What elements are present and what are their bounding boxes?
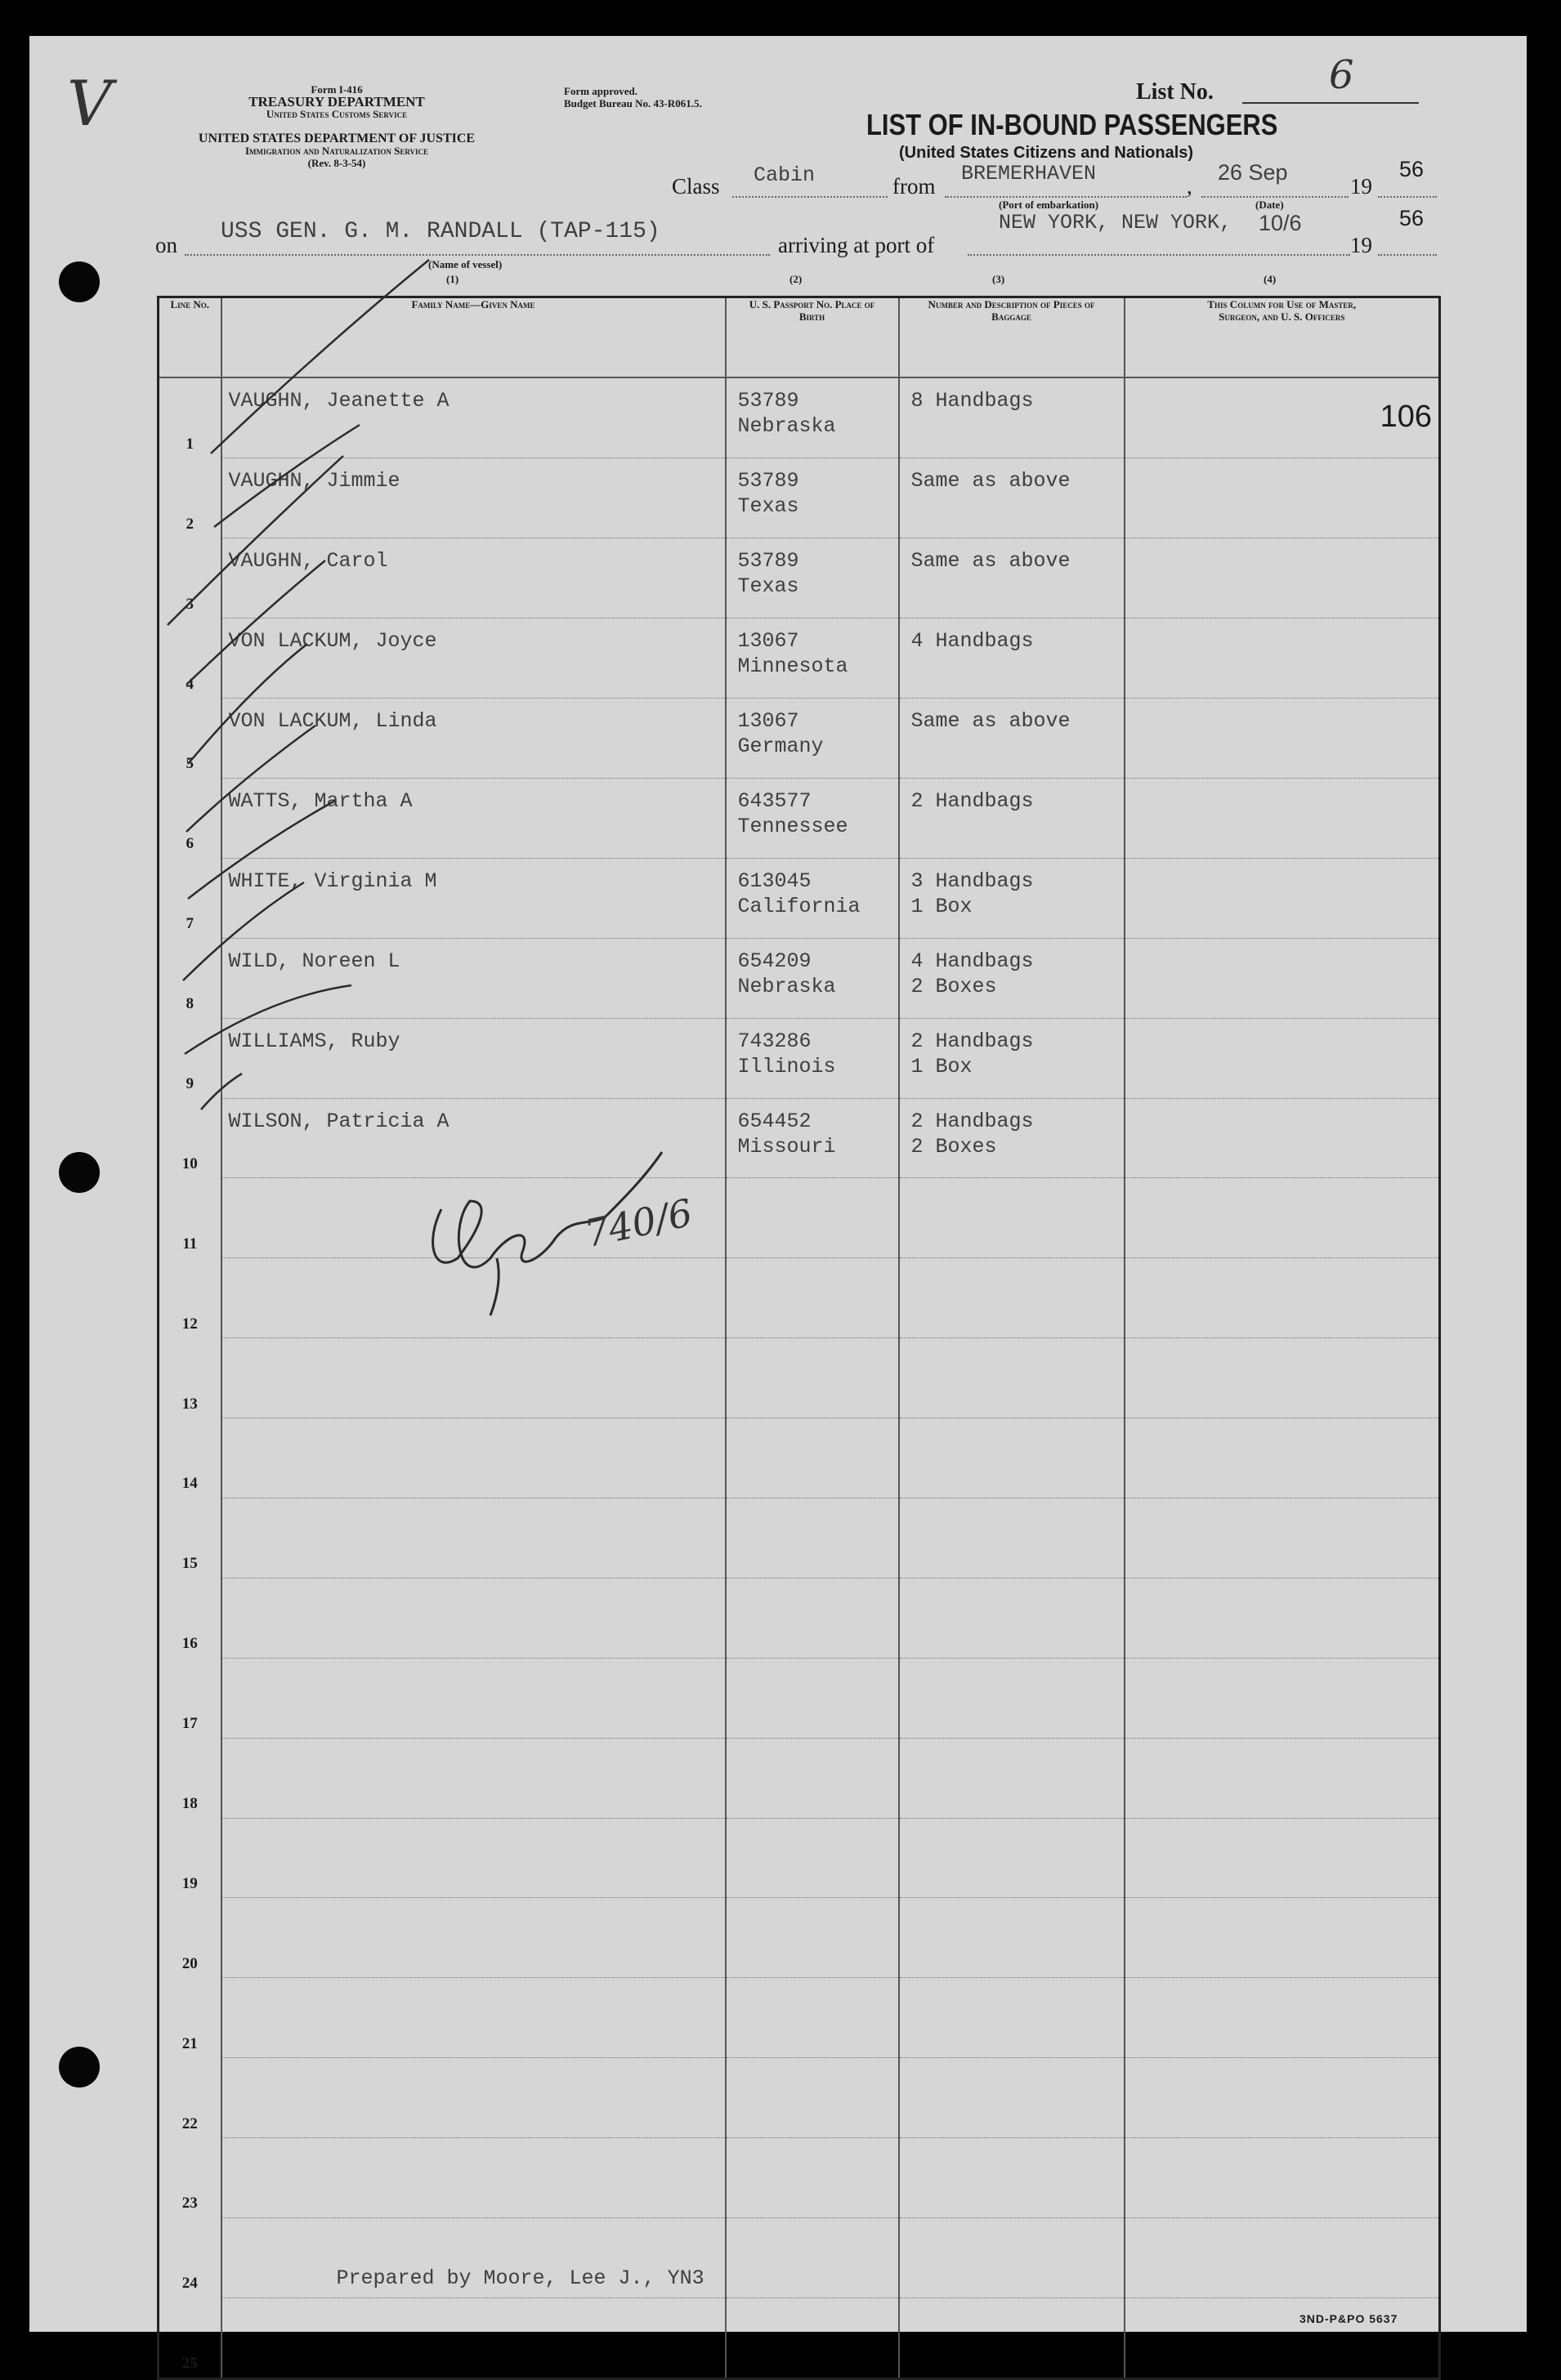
- form-approved: Form approved.: [564, 85, 638, 97]
- passport-number: 53789: [737, 389, 799, 413]
- check-mark-icon: [183, 882, 304, 980]
- date-caption: (Date): [1255, 199, 1284, 211]
- baggage-line-2: 1 Box: [910, 1054, 973, 1078]
- line-number: 7: [159, 858, 221, 938]
- passport-number: 643577: [737, 788, 812, 813]
- passenger-name: WHITE, Virginia M: [228, 868, 437, 893]
- place-of-birth: Texas: [737, 494, 799, 519]
- line-number: 14: [159, 1418, 221, 1498]
- line-number: 8: [159, 938, 221, 1018]
- check-mark-icon: [186, 726, 315, 832]
- line-number: 15: [159, 1498, 221, 1578]
- place-of-birth: Texas: [737, 574, 799, 599]
- baggage-line-1: 2 Handbags: [910, 1029, 1034, 1053]
- baggage-line-1: 4 Handbags: [910, 949, 1034, 973]
- passenger-name: WATTS, Martha A: [228, 788, 413, 813]
- passenger-name: WILSON, Patricia A: [228, 1109, 450, 1133]
- passenger-name: VAUGHN, Carol: [228, 549, 388, 574]
- line-number: 12: [159, 1258, 221, 1338]
- passport-number: 13067: [737, 709, 799, 734]
- treasury-dept: TREASURY DEPARTMENT: [248, 94, 425, 109]
- line-number: 25: [159, 2297, 221, 2378]
- baggage-line-1: Same as above: [910, 709, 1071, 734]
- line-number: 9: [159, 1018, 221, 1098]
- check-mark-icon: [188, 801, 335, 899]
- arrival-date: 10/6: [1259, 211, 1302, 235]
- footer-code: 3ND-P&PO 5637: [1299, 2312, 1398, 2325]
- place-of-birth: Tennessee: [737, 814, 848, 838]
- passenger-name: VON LACKUM, Joyce: [228, 629, 437, 654]
- baggage-line-1: 4 Handbags: [910, 629, 1034, 654]
- baggage-line-2: 2 Boxes: [910, 1134, 997, 1159]
- baggage-line-1: Same as above: [910, 469, 1071, 493]
- line-number: 23: [159, 2138, 221, 2218]
- column-number-4: (4): [1264, 273, 1277, 285]
- line-number: 5: [159, 699, 221, 779]
- column-number-2: (2): [789, 273, 803, 285]
- passport-number: 654452: [737, 1109, 812, 1133]
- header-passport: U. S. Passport No. Place of Birth: [726, 297, 899, 378]
- justice-dept: UNITED STATES DEPARTMENT OF JUSTICE: [198, 132, 476, 145]
- embarkation-date: 26 Sep: [1218, 160, 1288, 185]
- handwritten-note: 740/6: [580, 1190, 696, 1257]
- line-number: 24: [159, 2217, 221, 2297]
- place-of-birth: Germany: [737, 735, 824, 759]
- column-number-3: (3): [992, 273, 1005, 285]
- check-mark-icon: [168, 456, 343, 625]
- baggage-line-2: 1 Box: [910, 894, 973, 918]
- place-of-birth: Missouri: [737, 1134, 836, 1159]
- budget-bureau: Budget Bureau No. 43-R061.5.: [564, 97, 702, 109]
- passenger-name: VON LACKUM, Linda: [228, 709, 437, 734]
- line-number: 13: [159, 1338, 221, 1418]
- line-number: 4: [159, 618, 221, 699]
- check-mark-icon: [186, 560, 325, 685]
- line-number: 18: [159, 1738, 221, 1818]
- arrival-year: 56: [1399, 206, 1425, 230]
- line-number: 3: [159, 538, 221, 618]
- list-no-label: List No.: [1136, 79, 1214, 105]
- line-number: 22: [159, 2058, 221, 2138]
- embarkation-year: 56: [1399, 157, 1425, 181]
- baggage-line-1: 3 Handbags: [910, 868, 1034, 893]
- line-number: 20: [159, 1898, 221, 1978]
- arriving-label: arriving at port of: [778, 233, 935, 257]
- list-subtitle: (United States Citizens and Nationals): [899, 144, 1194, 162]
- passport-number: 13067: [737, 629, 799, 654]
- passport-number: 654209: [737, 949, 812, 973]
- line-number: 19: [159, 1818, 221, 1898]
- line-number: 16: [159, 1578, 221, 1658]
- place-of-birth: Minnesota: [737, 654, 848, 679]
- immigration-service: Immigration and Naturalization Service: [244, 145, 429, 157]
- class-label: Class: [672, 174, 720, 199]
- passenger-name: VAUGHN, Jeanette A: [228, 389, 450, 413]
- baggage-line-1: 8 Handbags: [910, 389, 1034, 413]
- baggage-line-1: 2 Handbags: [910, 788, 1034, 813]
- vessel-caption: (Name of vessel): [428, 258, 503, 270]
- arrival-year-prefix: 19: [1350, 233, 1372, 257]
- check-mark-icon: [214, 425, 360, 527]
- column-number-1: (1): [446, 273, 459, 285]
- header-line-no: Line No.: [159, 297, 221, 378]
- baggage-line-1: 2 Handbags: [910, 1109, 1034, 1133]
- arrival-port: NEW YORK, NEW YORK,: [999, 211, 1232, 234]
- prepared-by: Prepared by Moore, Lee J., YN3: [336, 2266, 704, 2290]
- port-caption: (Port of embarkation): [999, 199, 1099, 211]
- header-officers: This Column for Use of Master, Surgeon, and U. S. Officers: [1125, 297, 1440, 378]
- corner-check-mark: V: [67, 67, 112, 140]
- list-no-value: 6: [1329, 52, 1354, 98]
- place-of-birth: California: [737, 894, 861, 918]
- passport-number: 743286: [737, 1029, 812, 1053]
- check-mark-icon: [211, 260, 429, 453]
- place-of-birth: Nebraska: [737, 414, 836, 438]
- comma: ,: [1187, 174, 1192, 199]
- class-value: Cabin: [754, 163, 816, 187]
- line-number: 6: [159, 778, 221, 858]
- customs-service: United States Customs Service: [266, 108, 408, 120]
- officer-note: 106: [1380, 400, 1432, 434]
- passport-number: 613045: [737, 868, 812, 893]
- line-number: 10: [159, 1098, 221, 1178]
- embarkation-port: BREMERHAVEN: [961, 162, 1097, 185]
- baggage-line-1: Same as above: [910, 549, 1071, 574]
- line-number: 21: [159, 1978, 221, 2058]
- form-number: Form I-416: [311, 83, 363, 96]
- check-mark-icon: [185, 985, 351, 1054]
- header-baggage: Number and Description of Pieces of Baggage: [899, 297, 1125, 378]
- revision-date: (Rev. 8-3-54): [307, 157, 366, 169]
- line-number: 17: [159, 1658, 221, 1738]
- from-label: from: [892, 174, 936, 199]
- list-title: LIST OF IN-BOUND PASSENGERS: [866, 108, 1278, 141]
- vessel-name: USS GEN. G. M. RANDALL (TAP-115): [221, 219, 660, 244]
- passenger-name: WILD, Noreen L: [228, 949, 400, 973]
- passenger-name: VAUGHN, Jimmie: [228, 469, 400, 493]
- place-of-birth: Nebraska: [737, 974, 836, 998]
- line-number: 11: [159, 1178, 221, 1258]
- passport-number: 53789: [737, 549, 799, 574]
- baggage-line-2: 2 Boxes: [910, 974, 997, 998]
- header-name: Family Name—Given Name: [221, 297, 726, 378]
- line-number: 2: [159, 458, 221, 538]
- line-number: 1: [159, 377, 221, 458]
- year-prefix: 19: [1350, 174, 1372, 199]
- passenger-name: WILLIAMS, Ruby: [228, 1029, 400, 1053]
- passport-number: 53789: [737, 469, 799, 493]
- check-mark-icon: [201, 1074, 242, 1110]
- on-label: on: [155, 233, 177, 257]
- place-of-birth: Illinois: [737, 1054, 836, 1078]
